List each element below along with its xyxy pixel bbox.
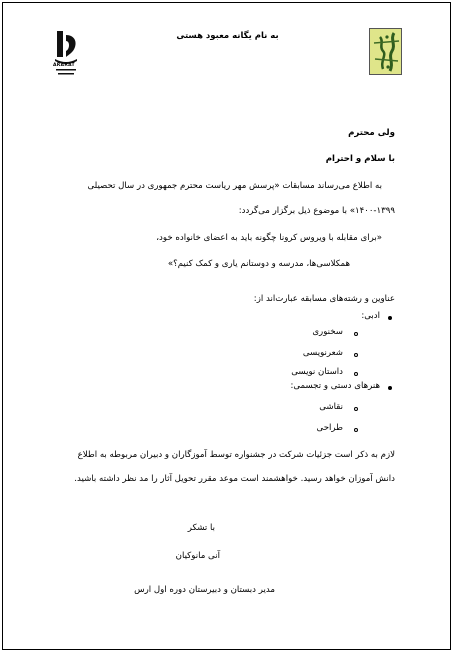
- circle-bullet-icon: [354, 332, 358, 336]
- list-item: سخنوری: [312, 327, 343, 337]
- list-item: داستان نویسی: [291, 367, 343, 377]
- list-item: نقاشی: [319, 402, 343, 412]
- bullet-icon: [388, 386, 392, 390]
- school-logo-caption: ARARAT: [53, 63, 75, 68]
- intro-line-1: به اطلاع می‌رساند مسابقات «پرسش مهر ریاست محترم جمهوری در سال تحصیلی: [87, 181, 382, 191]
- note-line-1: لازم به ذکر است جزئیات شرکت در جشنواره توسط آموزگاران و دبیران مربوطه به اطلاع: [77, 450, 395, 460]
- category-crafts: هنرهای دستی و تجسمی:: [290, 381, 380, 391]
- category-literary: ادبی:: [361, 311, 380, 321]
- salutation-line-2: با سلام و احترام: [325, 154, 395, 164]
- circle-bullet-icon: [354, 353, 358, 357]
- circle-bullet-icon: [354, 407, 358, 411]
- list-item: طراحی: [316, 423, 343, 433]
- topic-line-1: «برای مقابله با ویروس کرونا چگونه باید به اعضای خانواده خود،: [156, 233, 382, 243]
- signer-name: آنی مانوکیان: [175, 551, 220, 561]
- ministry-calligraphy-logo-icon: [369, 28, 402, 75]
- fields-intro: عناوین و رشته‌های مسابقه عبارت‌اند از:: [253, 294, 395, 304]
- topic-line-2: همکلاسی‌ها، مدرسه و دوستانم یاری و کمک کنیم؟»: [167, 259, 350, 269]
- list-item: شعرنویسی: [302, 348, 343, 358]
- circle-bullet-icon: [354, 428, 358, 432]
- signer-title: مدیر دبستان و دبیرستان دوره اول ارس: [134, 585, 275, 595]
- header-title: به نام یگانه معبود هستی: [176, 31, 279, 41]
- intro-line-2: ۱۴۰۰-۱۳۹۹» با موضوع ذیل برگزار می‌گردد:: [238, 206, 395, 216]
- salutation-line-1: ولی محترم: [348, 128, 395, 138]
- school-logo-icon: [51, 29, 81, 77]
- circle-bullet-icon: [354, 372, 358, 376]
- bullet-icon: [388, 316, 392, 320]
- note-line-2: دانش آموزان خواهد رسید. خواهشمند است موعد مقرر تحویل آثار را مد نظر داشته باشید.: [74, 474, 395, 484]
- letter-page: [2, 2, 451, 650]
- closing: با تشکر: [187, 523, 215, 533]
